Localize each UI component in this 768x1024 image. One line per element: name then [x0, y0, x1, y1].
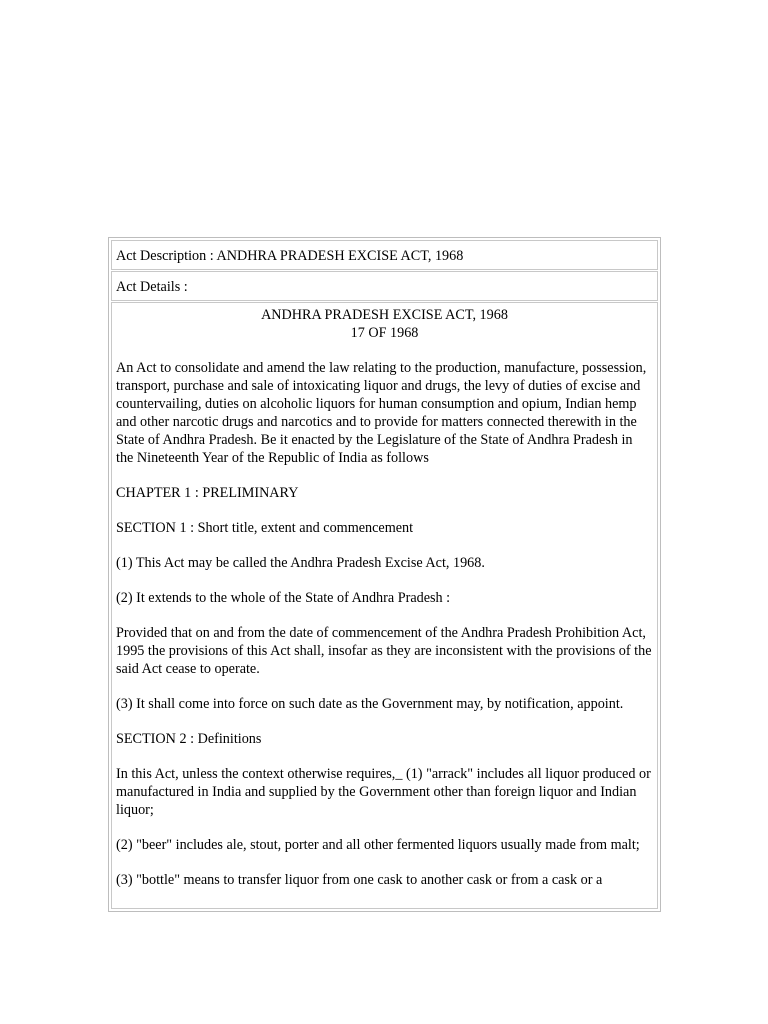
clause-paragraph: (1) This Act may be called the Andhra Pradesh Excise Act, 1968. [116, 555, 485, 571]
act-details-row [111, 271, 658, 301]
preamble-paragraph: An Act to consolidate and amend the law relating to the production, manufacture, possession, transport, purchase and sale of intoxicating liquor and drugs, the levy of duties of excise and countervailing, duties on alcoholic liquors for human consumption and opium, Indian hemp and other narcotic drugs and narcotics and to provide for matters connected therewith in the State of Andhra Pradesh. Be it enacted by the Legislature of the State of Andhra Pradesh in the Nineteenth Year of the Republic of India as follows [116, 360, 647, 466]
act-details-label: Act Details : [116, 279, 188, 295]
chapter-heading: CHAPTER 1 : PRELIMINARY [116, 485, 299, 501]
act-heading [116, 306, 653, 342]
definition-paragraph: (3) "bottle" means to transfer liquor from one cask to another cask or from a cask or a [116, 872, 603, 888]
act-body [111, 302, 658, 909]
clause-paragraph: (3) It shall come into force on such date as the Government may, by notification, appoint. [116, 696, 624, 712]
section-heading: SECTION 2 : Definitions [116, 731, 262, 747]
section-heading: SECTION 1 : Short title, extent and commencement [116, 520, 414, 536]
act-description-row [111, 240, 658, 270]
act-title: ANDHRA PRADESH EXCISE ACT, 1968 [261, 307, 508, 323]
proviso-paragraph: Provided that on and from the date of commencement of the Andhra Pradesh Prohibition Act, 1995 the provisions of this Act shall, insofar as they are inconsistent with the provisions of the said Act cease to operate. [116, 625, 652, 677]
definition-paragraph: (2) "beer" includes ale, stout, porter and all other fermented liquors usually made from malt; [116, 837, 640, 853]
act-table [108, 237, 661, 912]
act-number: 17 OF 1968 [350, 325, 419, 341]
clause-paragraph: (2) It extends to the whole of the State of Andhra Pradesh : [116, 590, 451, 606]
definition-paragraph: In this Act, unless the context otherwise requires,_ (1) "arrack" includes all liquor produced or manufactured in India and supplied by the Government other than foreign liquor and Indian liquor; [116, 766, 651, 818]
act-description: Act Description : ANDHRA PRADESH EXCISE ACT, 1968 [116, 248, 464, 264]
